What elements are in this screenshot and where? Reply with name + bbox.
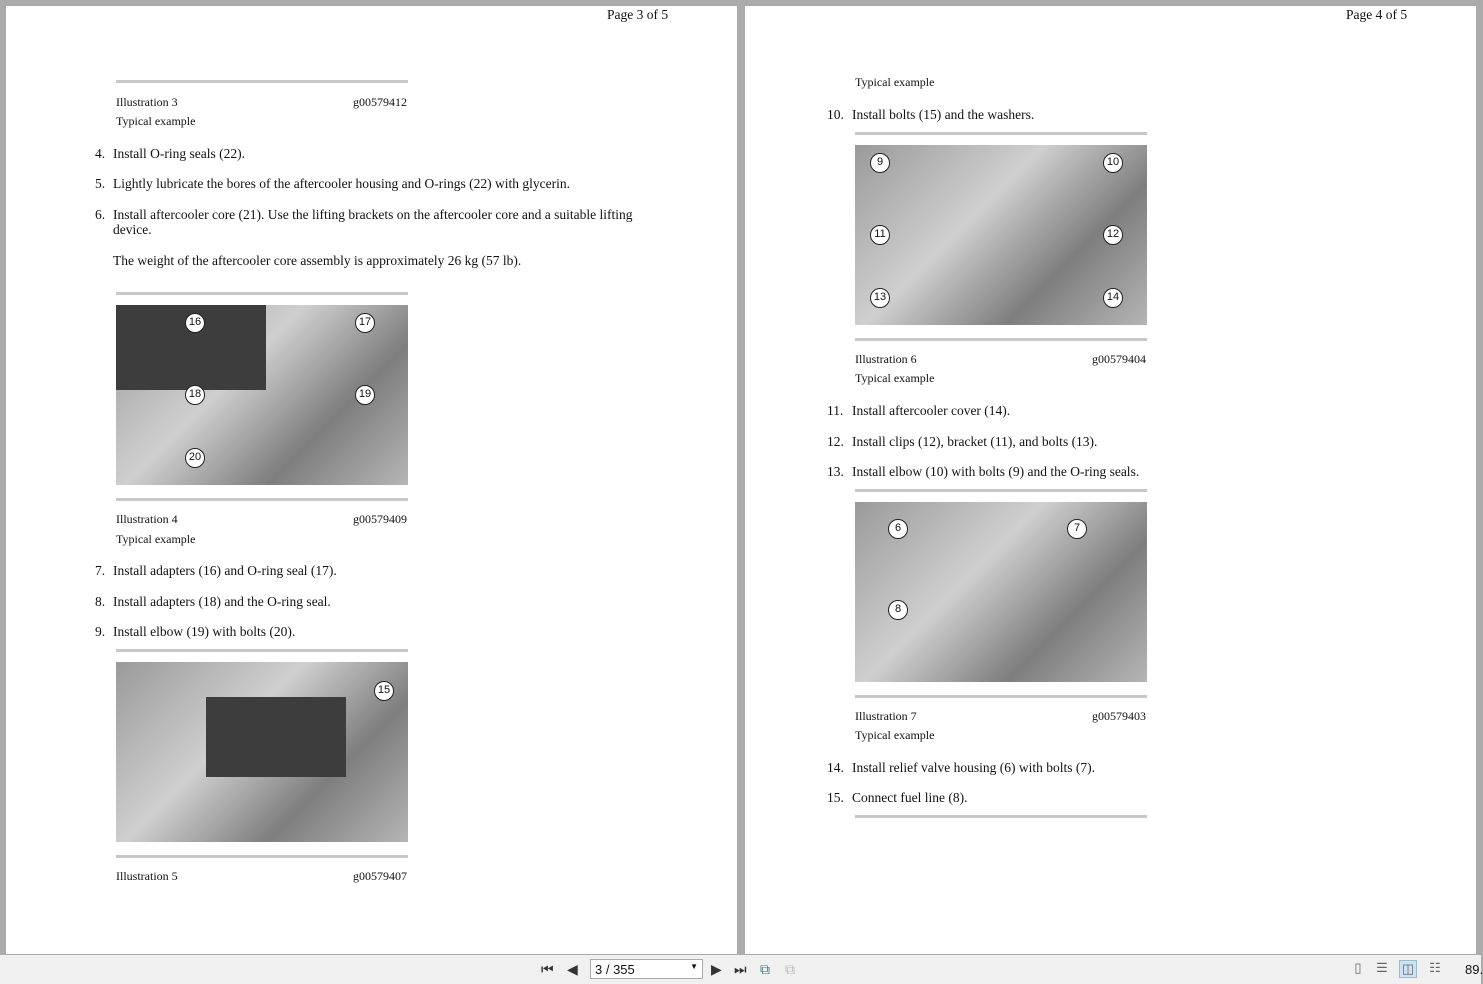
step-text: Install elbow (10) with bolts (9) and the O-ring seals. [852,464,1140,479]
page-4 [745,6,1476,954]
step-number: 15. [827,790,844,805]
step-number: 9. [95,624,106,639]
divider [116,498,408,501]
page-header: Page 3 of 5 [607,7,669,22]
divider [116,649,408,652]
step-text: Connect fuel line (8). [852,790,968,805]
viewer-toolbar [0,955,1481,984]
facing-pages-icon[interactable]: ◫ [1399,960,1417,978]
callout: 14 [1103,288,1123,308]
divider [116,292,408,295]
divider [855,132,1147,135]
callout: 6 [888,519,908,539]
divider [116,80,408,83]
callout: 15 [374,681,394,701]
illustration-5-photo [116,662,408,842]
callout: 16 [185,313,205,333]
step-text: Install relief valve housing (6) with bolts (7). [852,760,1095,775]
page-number-input[interactable] [590,959,703,979]
illustration-label: Illustration 6 [855,352,917,366]
callout: 13 [870,288,890,308]
step-number: 5. [95,176,106,191]
illustration-label: Illustration 4 [116,512,178,526]
illustration-label: Illustration 7 [855,709,917,723]
divider [855,338,1147,341]
step-text: Install adapters (18) and the O-ring seal. [113,594,331,609]
callout: 12 [1103,225,1123,245]
divider [855,815,1147,818]
divider [855,489,1147,492]
page-3 [6,6,737,954]
step-text: device. [113,222,152,237]
illustration-label: Illustration 3 [116,95,178,109]
step-text: Install clips (12), bracket (11), and bolts (13). [852,434,1098,449]
next-view-icon[interactable]: ⧉ [785,961,795,977]
step-text: Install bolts (15) and the washers. [852,107,1035,122]
callout: 20 [185,448,205,468]
step-number: 11. [827,403,844,418]
step-text: Install adapters (16) and O-ring seal (17). [113,563,337,578]
step-number: 8. [95,594,106,609]
callout: 17 [355,313,375,333]
previous-view-icon[interactable]: ⧉ [760,961,770,977]
illustration-caption: Typical example [855,728,935,742]
step-text: Lightly lubricate the bores of the aftercooler housing and O-rings (22) with glycerin. [113,176,570,191]
divider [855,695,1147,698]
note-text: The weight of the aftercooler core assembly is approximately 26 kg (57 lb). [113,253,522,268]
callout: 7 [1067,519,1087,539]
illustration-6-photo [855,145,1147,325]
step-number: 4. [95,146,106,161]
step-number: 13. [827,464,844,479]
illustration-code: g00579403 [1092,709,1146,723]
step-number: 14. [827,760,844,775]
illustration-caption: Typical example [855,75,935,89]
illustration-caption: Typical example [116,114,196,128]
callout: 10 [1103,153,1123,173]
step-text: Install aftercooler core (21). Use the lifting brackets on the aftercooler core and a suitable lifting [113,207,633,222]
callout: 9 [870,153,890,173]
single-page-icon[interactable]: ▯ [1354,960,1362,975]
step-text: Install O-ring seals (22). [113,146,245,161]
continuous-facing-icon[interactable]: ☷ [1429,960,1441,975]
callout: 19 [355,385,375,405]
callout: 18 [185,385,205,405]
first-page-icon[interactable]: ⏮ [541,961,554,977]
illustration-7-photo [855,502,1147,682]
divider [116,855,408,858]
last-page-icon[interactable]: ⏭ [734,961,747,977]
continuous-page-icon[interactable]: ☰ [1376,960,1388,975]
step-text: Install aftercooler cover (14). [852,403,1011,418]
step-number: 6. [95,207,106,222]
illustration-label: Illustration 5 [116,869,178,883]
callout: 8 [888,600,908,620]
illustration-code: g00579407 [353,869,407,883]
illustration-code: g00579412 [353,95,407,109]
callout: 11 [870,225,890,245]
zoom-level[interactable]: 89. [1465,962,1483,977]
step-number: 10. [827,107,844,122]
step-number: 12. [827,434,844,449]
page-number-value: 3 / 355 [595,962,635,977]
next-page-icon[interactable]: ▶ [711,961,722,977]
illustration-caption: Typical example [116,532,196,546]
step-number: 7. [95,563,106,578]
chevron-down-icon[interactable]: ▼ [690,962,698,971]
step-text: Install elbow (19) with bolts (20). [113,624,296,639]
illustration-code: g00579404 [1092,352,1146,366]
page-header: Page 4 of 5 [1346,7,1408,22]
illustration-caption: Typical example [855,371,935,385]
previous-page-icon[interactable]: ◀ [567,961,578,977]
illustration-4-photo [116,305,408,485]
illustration-code: g00579409 [353,512,407,526]
